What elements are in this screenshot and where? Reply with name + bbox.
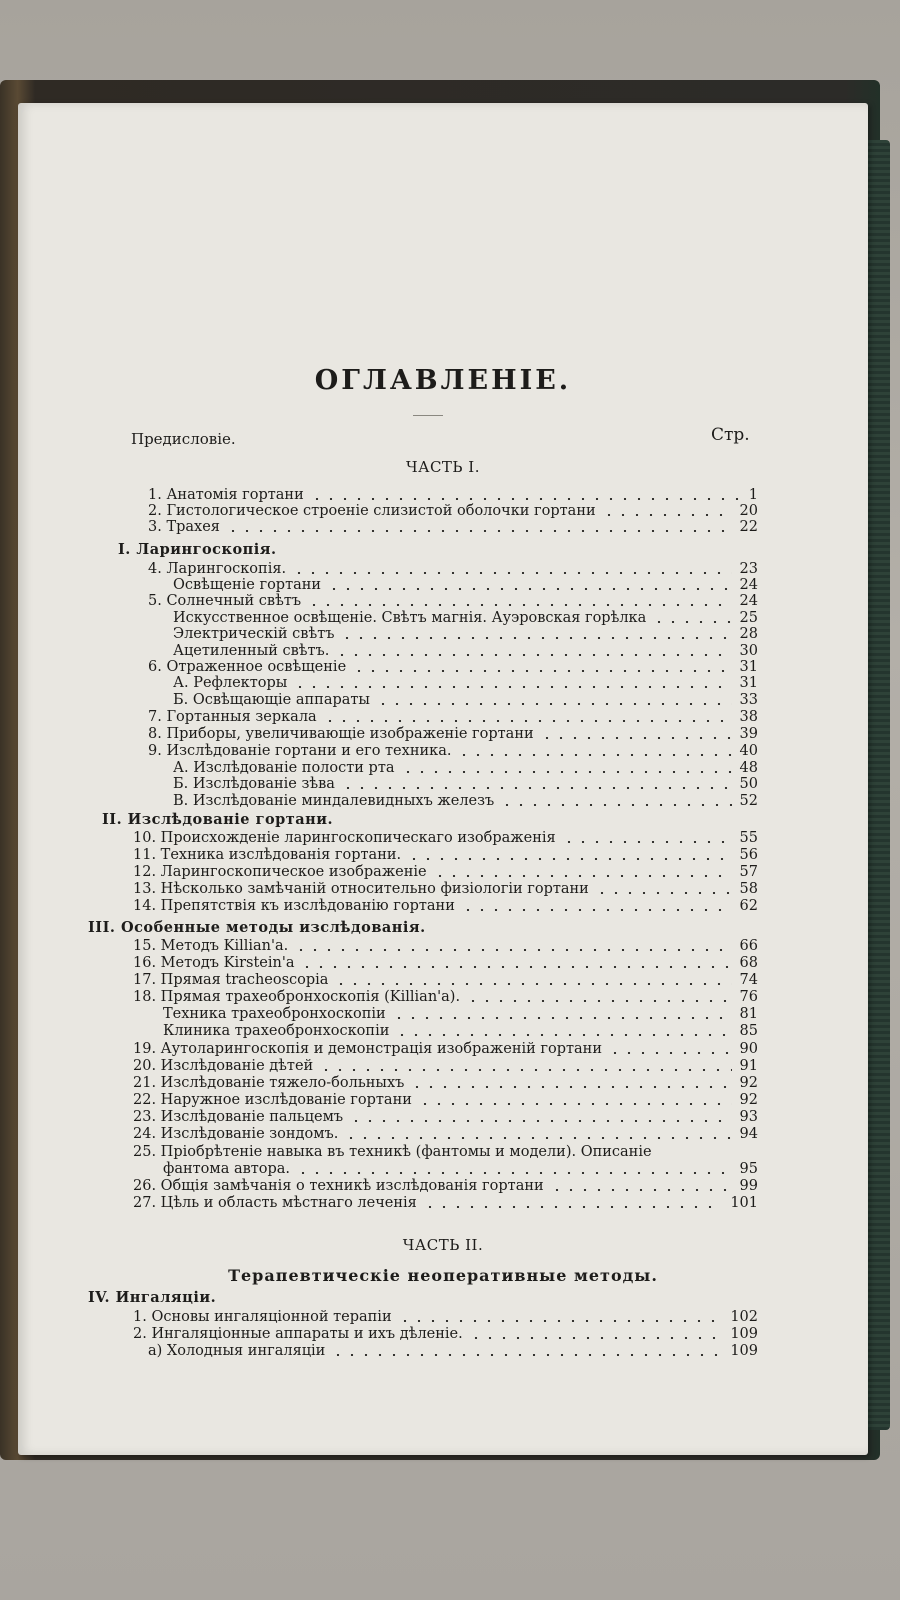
toc-entry-page: 58: [739, 881, 758, 897]
dot-leader: [319, 1069, 731, 1071]
toc-entry-page: 93: [739, 1109, 758, 1125]
dot-leader: [652, 621, 731, 623]
toc-entry-title: Искусственное освѣщеніе. Свѣтъ магнія. Ауэровская горѣлка: [173, 610, 647, 626]
toc-entry: [173, 692, 758, 708]
toc-entry-title: 25. Пріобрѣтеніе навыка въ техникѣ (фантомы и модели). Описаніе: [133, 1144, 652, 1160]
dot-leader: [461, 909, 732, 911]
dot-leader: [331, 1354, 722, 1356]
dot-leader: [540, 737, 732, 739]
dot-leader: [500, 804, 731, 806]
dot-leader: [562, 841, 732, 843]
toc-entry: [148, 561, 758, 577]
toc-entry-title: Электрическій свѣтъ: [173, 626, 335, 642]
toc-entry-page: 109: [730, 1326, 758, 1342]
toc-entry-page: 74: [739, 972, 758, 988]
toc-entry-title: 12. Ларингоскопическое изображеніе: [133, 864, 427, 880]
toc-entry-title: 16. Методъ Kirstein'a: [133, 955, 295, 971]
toc-entry-title: Ацетиленный свѣтъ.: [173, 643, 330, 659]
toc-entry: [163, 1023, 758, 1039]
dot-leader: [407, 858, 731, 860]
toc-entry: [133, 1058, 758, 1074]
toc-entry-page: 55: [739, 830, 758, 846]
toc-entry-page: 94: [739, 1126, 758, 1142]
toc-entry-page: 52: [739, 793, 758, 809]
toc-entry: [173, 626, 758, 642]
dot-leader: [327, 588, 731, 590]
toc-entry: [133, 1075, 758, 1091]
toc-entry: [173, 675, 758, 691]
toc-entry-title: 5. Солнечный свѣтъ: [148, 593, 302, 609]
toc-entry-page: 101: [730, 1195, 758, 1211]
toc-entry: [133, 989, 758, 1005]
toc-entry-page: 28: [739, 626, 758, 642]
toc-entry-title: 14. Препятствія къ изслѣдованію гортани: [133, 898, 455, 914]
toc-entry: [133, 1092, 758, 1108]
book-page: [18, 103, 868, 1455]
toc-entry: [133, 1126, 758, 1142]
section-1-heading: I. Ларингоскопія.: [118, 541, 277, 558]
toc-entry-title: 7. Гортанныя зеркала: [148, 709, 317, 725]
toc-entry-page: 102: [730, 1309, 758, 1325]
toc-entry-title: 23. Изслѣдованіе пальцемъ: [133, 1109, 344, 1125]
toc-entry-page: 31: [739, 675, 758, 691]
toc-entry-title: 27. Цѣль и область мѣстнаго леченія: [133, 1195, 417, 1211]
toc-entry-title: А. Изслѣдованіе полости рта: [173, 760, 395, 776]
toc-entry-title: 18. Прямая трахеобронхоскопія (Killian'a).: [133, 989, 461, 1005]
toc-entry-title: 9. Изслѣдованіе гортани и его техника.: [148, 743, 452, 759]
toc-entry-title: 11. Техника изслѣдованія гортани.: [133, 847, 402, 863]
toc-entry-page: 20: [739, 503, 758, 519]
toc-entry-title: 1. Анатомія гортани: [148, 487, 304, 503]
section-2-heading: II. Изслѣдованіе гортани.: [102, 811, 334, 828]
toc-entry-page: 92: [739, 1092, 758, 1108]
dot-leader: [335, 654, 731, 656]
toc-entry: [173, 776, 758, 792]
toc-entry: [133, 830, 758, 846]
toc-entry: [133, 1326, 758, 1342]
toc-entry: [133, 1309, 758, 1325]
toc-entry-title: 8. Приборы, увеличивающіе изображеніе гортани: [148, 726, 534, 742]
dot-leader: [376, 703, 732, 705]
toc-entry-title: 20. Изслѣдованіе дѣтей: [133, 1058, 314, 1074]
toc-entry-page: 40: [739, 743, 758, 759]
preface-label: Предисловіе.: [131, 430, 236, 448]
toc-entry-title: Б. Изслѣдованіе зѣва: [173, 776, 335, 792]
toc-entry: [148, 743, 758, 759]
toc-entry-title: 6. Отраженное освѣщеніе: [148, 659, 347, 675]
toc-entry-page: 92: [739, 1075, 758, 1091]
dot-leader: [608, 1052, 732, 1054]
dot-leader: [349, 1120, 731, 1122]
dot-leader: [550, 1189, 732, 1191]
toc-entry-title: 24. Изслѣдованіе зондомъ.: [133, 1126, 339, 1142]
toc-entry: [163, 1006, 758, 1022]
dot-leader: [292, 572, 731, 574]
toc-entry: [173, 793, 758, 809]
section-3-heading: III. Особенные методы изслѣдованія.: [88, 919, 426, 936]
dot-leader: [226, 530, 732, 532]
toc-entry-page: 50: [739, 776, 758, 792]
dot-leader: [410, 1086, 731, 1088]
toc-entry-title: Освѣщеніе гортани: [173, 577, 322, 593]
toc-entry-page: 24: [739, 593, 758, 609]
toc-entry-title: 1. Основы ингаляціонной терапіи: [133, 1309, 392, 1325]
dot-leader: [310, 498, 741, 500]
dot-leader: [401, 771, 732, 773]
toc-entry: [133, 972, 758, 988]
section-4-heading: IV. Ингаляціи.: [88, 1289, 217, 1306]
toc-entry-page: 56: [739, 847, 758, 863]
toc-entry-title: Техника трахеобронхоскопіи: [163, 1006, 386, 1022]
toc-entry-title: фантома автора.: [163, 1161, 291, 1177]
toc-entry: [148, 709, 758, 725]
title-rule: [413, 415, 443, 416]
toc-entry-title: 21. Изслѣдованіе тяжело-больныхъ: [133, 1075, 405, 1091]
toc-entry-page: 81: [739, 1006, 758, 1022]
toc-entry-page: 66: [739, 938, 758, 954]
dot-leader: [418, 1103, 732, 1105]
page-column-header: Стр.: [711, 425, 750, 445]
toc-entry-title: 2. Ингаляціонные аппараты и ихъ дѣленіе.: [133, 1326, 463, 1342]
toc-entry-title: 13. Нѣсколько замѣчаній относительно физіологіи гортани: [133, 881, 589, 897]
dot-leader: [341, 787, 732, 789]
dot-leader: [457, 754, 731, 756]
toc-entry: [133, 881, 758, 897]
dot-leader: [344, 1137, 731, 1139]
toc-entry-page: 57: [739, 864, 758, 880]
dot-leader: [469, 1337, 723, 1339]
dot-leader: [602, 514, 732, 516]
toc-entry: [148, 503, 758, 519]
toc-entry: [148, 659, 758, 675]
dot-leader: [392, 1017, 732, 1019]
toc-entry: [173, 577, 758, 593]
part-1-heading: ЧАСТЬ I.: [405, 458, 480, 476]
dot-leader: [433, 875, 732, 877]
toc-entry: [148, 726, 758, 742]
toc-entry-page: 24: [739, 577, 758, 593]
toc-entry-title: 15. Методъ Killian'a.: [133, 938, 289, 954]
dot-leader: [466, 1000, 731, 1002]
dot-leader: [395, 1034, 731, 1036]
toc-entry-page: 23: [739, 561, 758, 577]
dot-leader: [300, 966, 731, 968]
part-2-subtitle: Терапевтическіе неоперативные методы.: [228, 1266, 658, 1285]
toc-entry-title: 3. Трахея: [148, 519, 220, 535]
toc-entry: [163, 1161, 758, 1177]
toc-entry: [133, 847, 758, 863]
toc-entry-page: 99: [739, 1178, 758, 1194]
toc-entry-title: 22. Наружное изслѣдованіе гортани: [133, 1092, 412, 1108]
dot-leader: [352, 670, 731, 672]
toc-entry-title: Клиника трахеобронхоскопіи: [163, 1023, 390, 1039]
toc-entry-page: 30: [739, 643, 758, 659]
toc-entry-page: 31: [739, 659, 758, 675]
toc-entry-title: В. Изслѣдованіе миндалевидныхъ железъ: [173, 793, 495, 809]
toc-entry: [173, 760, 758, 776]
dot-leader: [398, 1320, 723, 1322]
toc-entry-page: 33: [739, 692, 758, 708]
toc-entry: [148, 487, 758, 503]
toc-entry: [133, 955, 758, 971]
toc-entry-page: 39: [739, 726, 758, 742]
page-title: ОГЛАВЛЕНІЕ.: [314, 365, 572, 396]
toc-entry-page: 22: [739, 519, 758, 535]
dot-leader: [423, 1206, 722, 1208]
toc-entry-title: Б. Освѣщающіе аппараты: [173, 692, 370, 708]
toc-entry-page: 38: [739, 709, 758, 725]
toc-entry-title: А. Рефлекторы: [173, 675, 288, 691]
toc-entry: [133, 1178, 758, 1194]
toc-entry-title: 2. Гистологическое строеніе слизистой оболочки гортани: [148, 503, 596, 519]
dot-leader: [334, 983, 731, 985]
toc-entry: [148, 593, 758, 609]
toc-entry-page: 85: [739, 1023, 758, 1039]
dot-leader: [307, 604, 731, 606]
part-2-heading: ЧАСТЬ II.: [402, 1236, 484, 1254]
toc-entry: [148, 519, 758, 535]
toc-entry-title: а) Холодныя ингаляціи: [148, 1343, 326, 1359]
toc-entry-page: 48: [739, 760, 758, 776]
toc-entry-page: 90: [739, 1041, 758, 1057]
toc-entry: [133, 938, 758, 954]
toc-entry-title: 26. Общія замѣчанія о техникѣ изслѣдованія гортани: [133, 1178, 544, 1194]
toc-entry: [133, 1041, 758, 1057]
toc-entry-page: 1: [748, 487, 758, 503]
toc-entry: [133, 898, 758, 914]
toc-entry-page: 68: [739, 955, 758, 971]
toc-entry-title: 10. Происхожденіе ларингоскопическаго изображенія: [133, 830, 556, 846]
toc-entry-page: 95: [739, 1161, 758, 1177]
toc-entry-page: 91: [739, 1058, 758, 1074]
toc-entry: [173, 643, 758, 659]
dot-leader: [595, 892, 732, 894]
toc-entry-page: 76: [739, 989, 758, 1005]
dot-leader: [340, 637, 731, 639]
toc-entry: [133, 1195, 758, 1211]
toc-entry-page: 62: [739, 898, 758, 914]
toc-entry: [173, 610, 758, 626]
toc-entry-title: 19. Аутоларингоскопія и демонстрація изображеній гортани: [133, 1041, 602, 1057]
toc-entry: [133, 1109, 758, 1125]
toc-entry: [133, 864, 758, 880]
toc-entry: [148, 1343, 758, 1359]
dot-leader: [323, 720, 732, 722]
toc-entry: [133, 1144, 758, 1160]
dot-leader: [296, 1172, 732, 1174]
dot-leader: [294, 949, 731, 951]
toc-entry-page: 109: [730, 1343, 758, 1359]
toc-entry-title: 4. Ларингоскопія.: [148, 561, 287, 577]
dot-leader: [293, 686, 731, 688]
toc-entry-page: 25: [739, 610, 758, 626]
toc-entry-title: 17. Прямая tracheoscopia: [133, 972, 329, 988]
